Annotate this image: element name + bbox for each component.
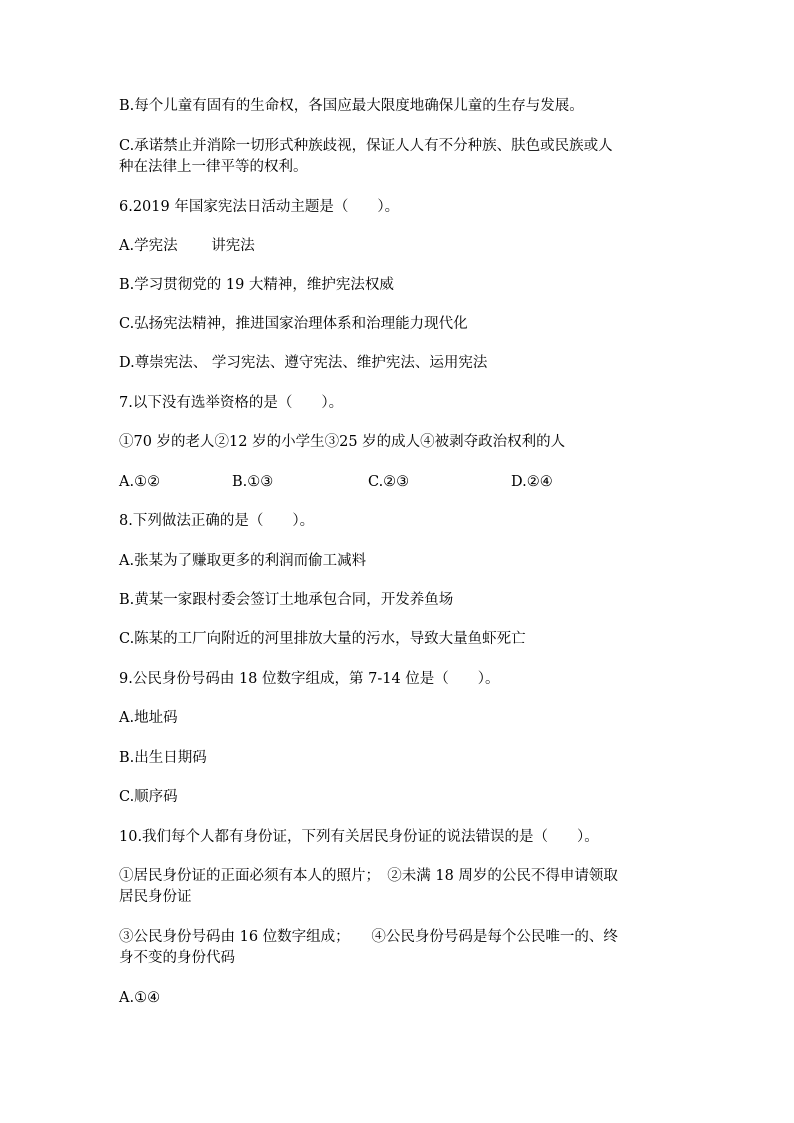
option-c-q8: C.陈某的工厂向附近的河里排放大量的污水，导致大量鱼虾死亡 [119,631,526,647]
question-6: 6.2019 年国家宪法日活动主题是（ ）。 [119,199,400,215]
option-a-q10: A.①④ [119,990,161,1006]
option-a-q6: A.学宪法 讲宪法 [119,238,255,254]
option-d-q7: D.②④ [511,474,553,490]
option-b-q6: B.学习贯彻党的 19 大精神，维护宪法权威 [119,277,394,293]
option-c-q5-line2: 种在法律上一律平等的权利。 [119,159,308,175]
option-c-q5-line1: C.承诺禁止并消除一切形式种族歧视，保证人人有不分种族、肤色或民族或人 [119,138,613,154]
question-10-statement-1-line1: ①居民身份证的正面必须有本人的照片； ②未满 18 周岁的公民不得申请领取 [119,868,618,884]
option-b-q7: B.①③ [232,474,274,490]
question-7-stem: ①70 岁的老人②12 岁的小学生③25 岁的成人④被剥夺政治权利的人 [119,434,566,450]
option-b-q9: B.出生日期码 [119,750,207,766]
question-10-statement-1-line2: 居民身份证 [119,889,192,905]
question-8: 8.下列做法正确的是（ ）。 [119,513,315,529]
option-b-q5: B.每个儿童有固有的生命权，各国应最大限度地确保儿童的生存与发展。 [119,98,584,114]
option-c-q6: C.弘扬宪法精神，推进国家治理体系和治理能力现代化 [119,316,468,332]
option-c-q7: C.②③ [368,474,410,490]
question-7: 7.以下没有选举资格的是（ ）。 [119,395,344,411]
option-a-q9: A.地址码 [119,710,178,726]
question-9: 9.公民身份号码由 18 位数字组成，第 7-14 位是（ ）。 [119,671,500,687]
question-10-statement-2-line2: 身不变的身份代码 [119,950,235,966]
option-c-q9: C.顺序码 [119,789,178,805]
option-a-q8: A.张某为了赚取更多的利润而偷工减料 [119,553,367,569]
question-10-statement-2-line1: ③公民身份号码由 16 位数字组成； ④公民身份号码是每个公民唯一的、终 [119,929,618,945]
option-b-q8: B.黄某一家跟村委会签订土地承包合同，开发养鱼场 [119,592,454,608]
question-10: 10.我们每个人都有身份证，下列有关居民身份证的说法错误的是（ ）。 [119,829,599,845]
option-d-q6: D.尊崇宪法、 学习宪法、遵守宪法、维护宪法、运用宪法 [119,355,488,371]
option-a-q7: A.①② [119,474,161,490]
